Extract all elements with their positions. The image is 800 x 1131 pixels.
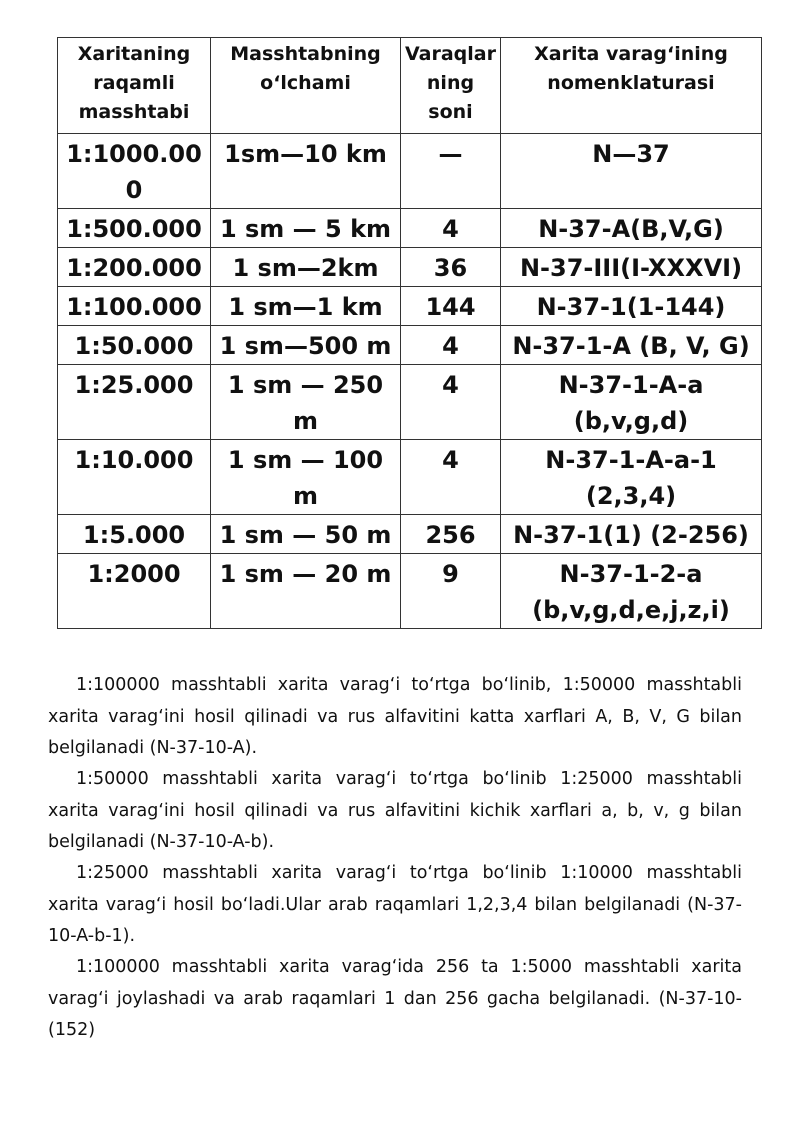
cell-scale: 1:10.000 [58,440,211,515]
cell-measure: 1 sm—1 km [211,287,401,326]
cell-measure: 1 sm—2km [211,248,401,287]
table-row [58,134,762,209]
cell-measure: 1 sm — 5 km [211,209,401,248]
cell-count: 36 [401,248,501,287]
paragraph-1: 1:100000 masshtabli xarita varag‘i to‘rtga bo‘linib, 1:50000 masshtabli xarita varag‘ini hosil qilinadi va rus alfavitini katta xarflari A, B, V, G bilan belgilanadi (N-37-10-A). [48,675,742,758]
table-body [58,134,762,629]
paragraph-3: 1:25000 masshtabli xarita varag‘i to‘rtga bo‘linib 1:10000 masshtabli xarita varag‘i hosil bo‘ladi.Ular arab raqamlari 1,2,3,4 bilan belgilanadi (N-37-10-A-b-1). [48,863,742,946]
cell-nomenclature: N—37 [501,134,762,209]
header-sheet-count: Varaqlar ning soni [401,38,501,134]
cell-count: 256 [401,515,501,554]
cell-count: 4 [401,209,501,248]
cell-measure: 1 sm—500 m [211,326,401,365]
cell-count: 4 [401,440,501,515]
cell-measure: 1 sm — 100 m [211,440,401,515]
cell-measure: 1 sm — 250 m [211,365,401,440]
cell-scale: 1:2000 [58,554,211,629]
cell-measure: 1 sm — 50 m [211,515,401,554]
cell-nomenclature: N-37-A(B,V,G) [501,209,762,248]
table-row [58,554,762,629]
table-row [58,440,762,515]
paragraph-4: 1:100000 masshtabli xarita varag‘ida 256 ta 1:5000 masshtabli xarita varag‘i joylashadi va arab raqamlari 1 dan 256 gacha belgilanadi. (N-37-10-(152) [48,957,742,1040]
header-scale: Xaritaning raqamli masshtabi [58,38,211,134]
cell-measure: 1 sm — 20 m [211,554,401,629]
cell-count: 144 [401,287,501,326]
cell-nomenclature: N-37-1-A-a (b,v,g,d) [501,365,762,440]
cell-count: 4 [401,365,501,440]
header-nomenclature: Xarita varag‘ining nomenklaturasi [501,38,762,134]
cell-scale: 1:50.000 [58,326,211,365]
table-row [58,287,762,326]
cell-count: 4 [401,326,501,365]
cell-scale: 1:1000.000 [58,134,211,209]
cell-nomenclature: N-37-1(1-144) [501,287,762,326]
cell-scale: 1:200.000 [58,248,211,287]
cell-nomenclature: N-37-1(1) (2-256) [501,515,762,554]
cell-measure: 1sm—10 km [211,134,401,209]
cell-count: — [401,134,501,209]
header-measure: Masshtabning o‘lchami [211,38,401,134]
table-header [58,38,762,134]
paragraph-2: 1:50000 masshtabli xarita varag‘i to‘rtga bo‘linib 1:25000 masshtabli xarita varag‘ini hosil qilinadi va rus alfavitini kichik xarflari a, b, v, g bilan belgilanadi (N-37-10-A-b). [48,769,742,852]
nomenclature-table [57,37,762,629]
table-row [58,515,762,554]
table-row [58,326,762,365]
cell-scale: 1:25.000 [58,365,211,440]
cell-scale: 1:100.000 [58,287,211,326]
header-row [58,38,762,134]
cell-nomenclature: N-37-III(I-XXXVI) [501,248,762,287]
cell-count: 9 [401,554,501,629]
table-row [58,365,762,440]
cell-scale: 1:500.000 [58,209,211,248]
table-row [58,248,762,287]
cell-nomenclature: N-37-1-A-a-1 (2,3,4) [501,440,762,515]
table-row [58,209,762,248]
cell-nomenclature: N-37-1-2-a (b,v,g,d,e,j,z,i) [501,554,762,629]
cell-scale: 1:5.000 [58,515,211,554]
cell-nomenclature: N-37-1-A (B, V, G) [501,326,762,365]
